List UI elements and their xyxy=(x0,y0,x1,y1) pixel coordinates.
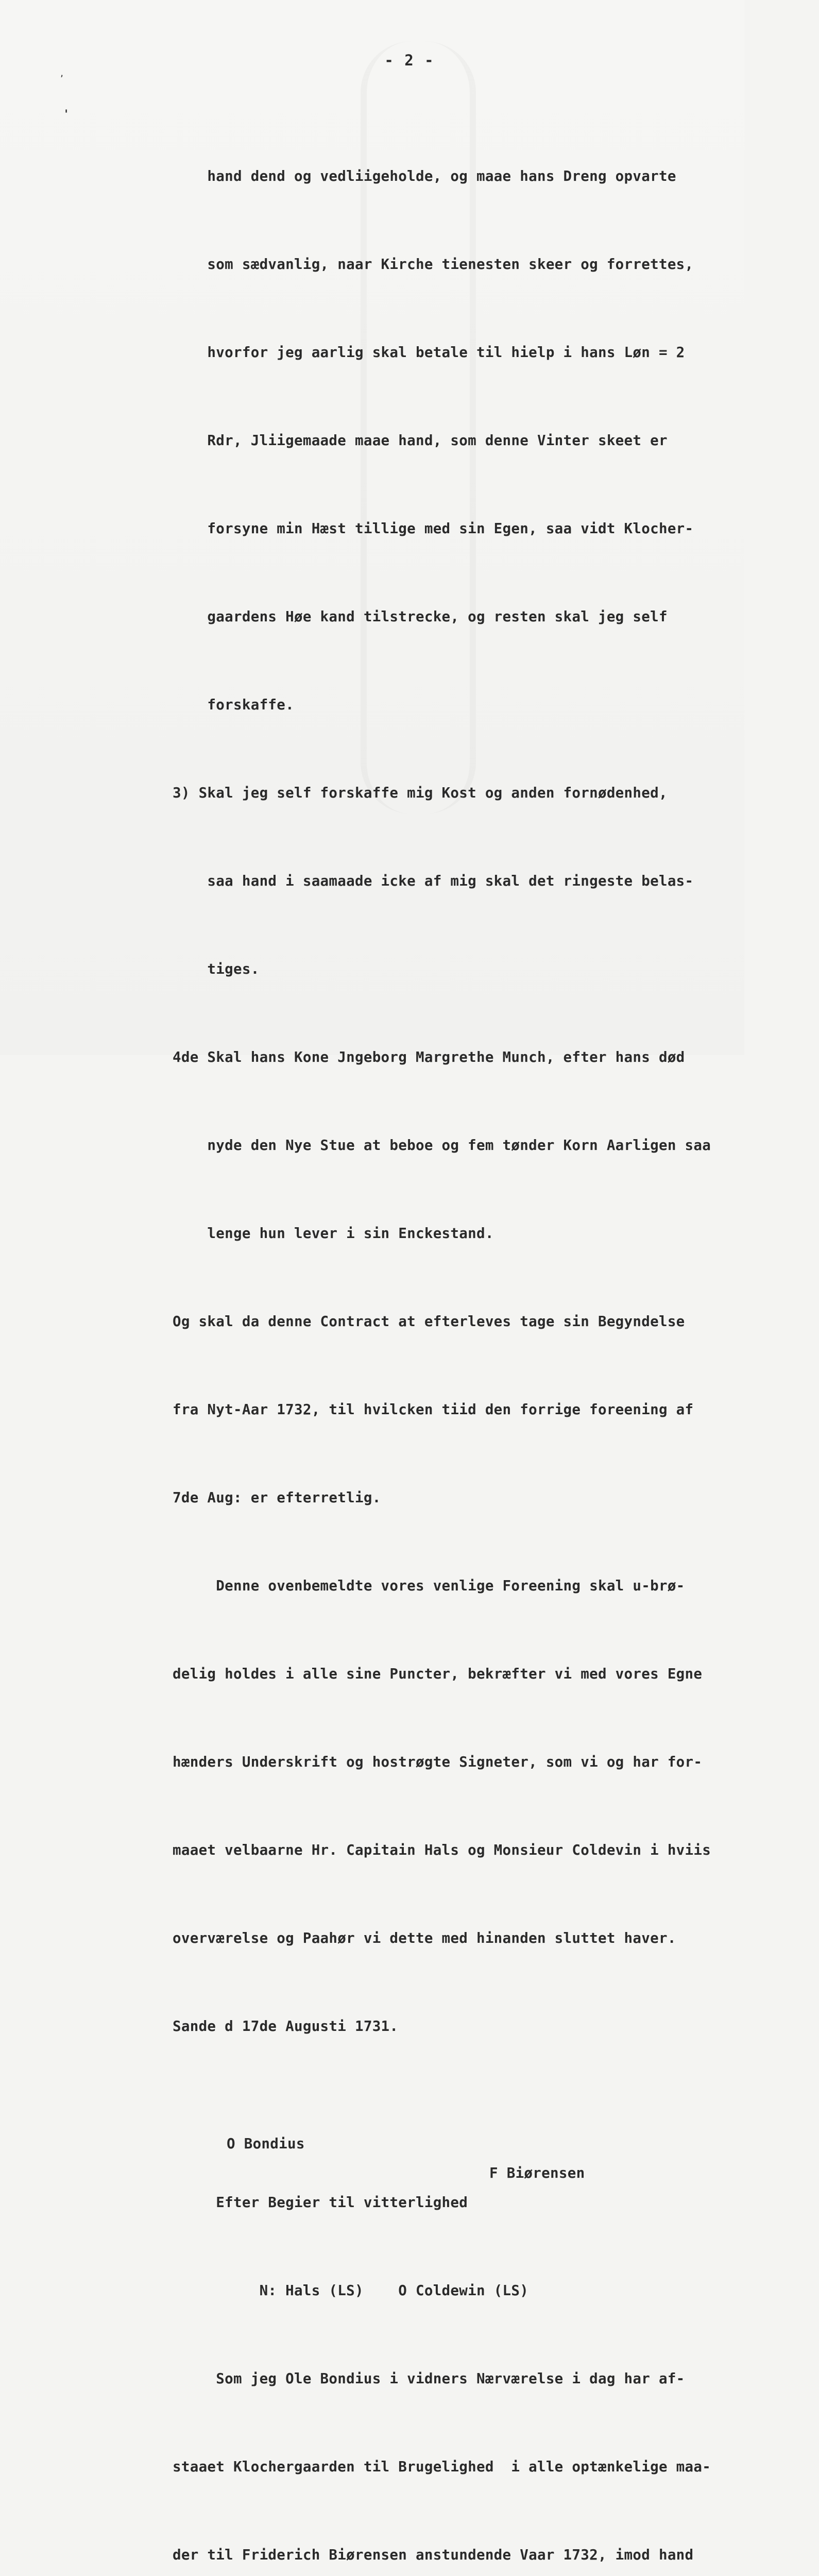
text-line: 3) Skal jeg self forskaffe mig Kost og anden fornødenhed, xyxy=(173,785,668,801)
text-line: som sædvanlig, naar Kirche tienesten skeer og forrettes, xyxy=(173,256,694,273)
text-line: fra Nyt-Aar 1732, til hvilcken tiid den forrige foreening af xyxy=(173,1401,694,1418)
text-line: gaardens Høe kand tilstrecke, og resten skal jeg self xyxy=(173,608,668,625)
text-line: Sande d 17de Augusti 1731. xyxy=(173,2018,399,2035)
text-line: staaet Klochergaarden til Brugelighed i alle optænkelige maa- xyxy=(173,2459,711,2475)
text-line: tiges. xyxy=(173,961,260,977)
text-line: Som jeg Ole Bondius i vidners Nærværelse i dag har af- xyxy=(173,2370,685,2387)
text-line: 7de Aug: er efterretlig. xyxy=(173,1489,381,1506)
text-line: forskaffe. xyxy=(173,697,294,713)
text-line: delig holdes i alle sine Puncter, bekræfter vi med vores Egne xyxy=(173,1666,703,1682)
margin-mark-1: , xyxy=(60,70,64,78)
text-line: lenge hun lever i sin Enckestand. xyxy=(173,1225,494,1242)
text-line: 4de Skal hans Kone Jngeborg Margrethe Munch, efter hans død xyxy=(173,1049,685,1065)
page-number: - 2 - xyxy=(384,52,435,69)
signature-bondius: O Bondius xyxy=(227,2136,305,2152)
text-line: hvorfor jeg aarlig skal betale til hielp i hans Løn = 2 xyxy=(173,344,685,361)
text-line: Og skal da denne Contract at efterleves tage sin Begyndelse xyxy=(173,1313,685,1330)
text-line: overværelse og Paahør vi dette med hinanden sluttet haver. xyxy=(173,1930,676,1946)
text-line: hænders Underskrift og hostrøgte Signeter, som vi og har for- xyxy=(173,1754,703,1770)
text-line: Denne ovenbemeldte vores venlige Foreening skal u-brø- xyxy=(173,1578,685,1594)
text-line: Rdr, Jliigemaade maae hand, som denne Vinter skeet er xyxy=(173,432,668,449)
text-line: der til Friderich Biørensen anstundende Vaar 1732, imod hand xyxy=(173,2547,694,2563)
text-line: forsyne min Hæst tillige med sin Egen, saa vidt Klocher- xyxy=(173,520,694,537)
text-line: Efter Begier til vitterlighed xyxy=(173,2194,468,2211)
text-line: maaet velbaarne Hr. Capitain Hals og Monsieur Coldevin i hviis xyxy=(173,1842,711,1858)
document-body xyxy=(173,103,729,2576)
signature-row xyxy=(173,2100,729,2181)
text-line: saa hand i saamaade icke af mig skal det ringeste belas- xyxy=(173,873,694,889)
margin-mark-2: ' xyxy=(63,108,70,121)
signature-biorensen: F Biørensen xyxy=(489,2165,585,2181)
text-line: N: Hals (LS) O Coldewin (LS) xyxy=(173,2282,529,2299)
text-line: hand dend og vedliigeholde, og maae hans Dreng opvarte xyxy=(173,168,676,184)
text-line: nyde den Nye Stue at beboe og fem tønder Korn Aarligen saa xyxy=(173,1137,711,1154)
